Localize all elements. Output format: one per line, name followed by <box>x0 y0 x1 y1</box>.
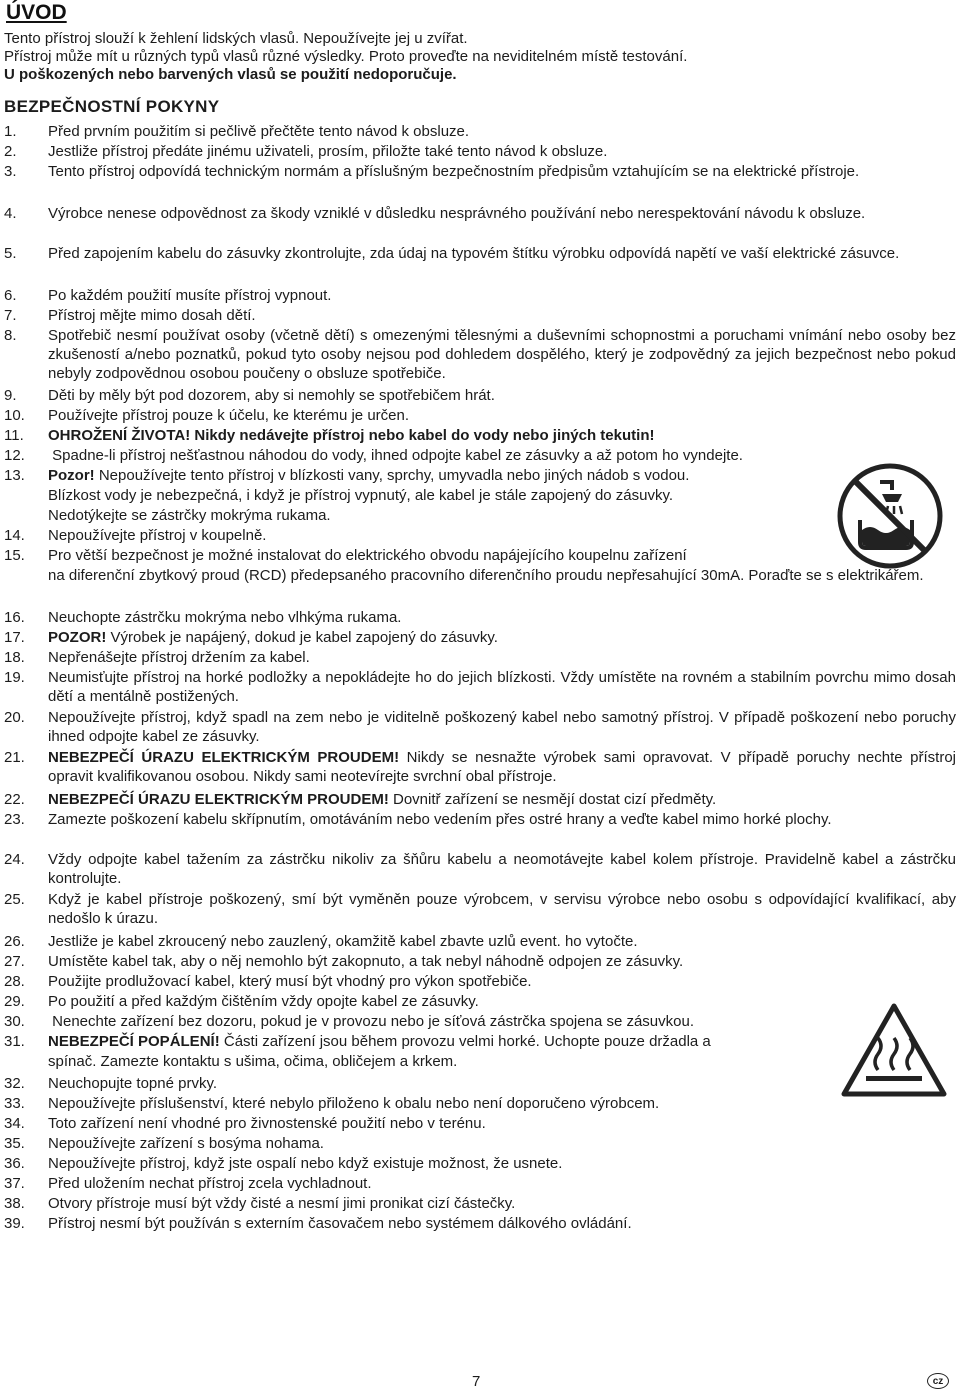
item-text-rest: Části zařízení jsou během provozu velmi horké. Uchopte pouze držadla a <box>219 1033 711 1050</box>
item-text: Po použití a před každým čištěním vždy opojte kabel ze zásuvky. <box>48 993 479 1010</box>
item-number: 1. <box>4 123 17 140</box>
item-text: Po každém použití musíte přístroj vypnout. <box>48 287 332 304</box>
item-number: 31. <box>4 1033 25 1050</box>
item-text: Tento přístroj odpovídá technickým normám a příslušným bezpečnostním předpisům vztahujícím se na elektrické přístroje. <box>48 163 860 180</box>
item-text: Pro větší bezpečnost je možné instalovat do elektrického obvodu napájejícího koupelnu zařízení <box>48 547 687 564</box>
item-number: 35. <box>4 1135 25 1152</box>
warning-label: Pozor! <box>48 467 95 484</box>
item-text-rest: Dovnitř zařízení se nesmějí dostat cizí předměty. <box>388 791 717 808</box>
item-text-line: spínač. Zamezte kontaktu s ušima, očima, obličejem a krkem. <box>48 1053 458 1070</box>
section-title: BEZPEČNOSTNÍ POKYNY <box>4 97 220 116</box>
item-text: Nepoužívejte příslušenství, které nebylo přiloženo k obalu nebo není doporučeno výrobcem. <box>48 1095 660 1112</box>
item-number: 29. <box>4 993 25 1010</box>
item-text: Nenechte zařízení bez dozoru, pokud je v provozu nebo je síťová zástrčka spojena se zásuvkou. <box>48 1013 694 1030</box>
item-number: 27. <box>4 953 25 970</box>
item-text-line: Blízkost vody je nebezpečná, i když je přístroj vypnutý, ale kabel je stále zapojený do zásuvky. <box>48 487 674 504</box>
item-number: 26. <box>4 933 25 950</box>
item-number: 4. <box>4 205 17 222</box>
item-number: 37. <box>4 1175 25 1192</box>
item-number: 36. <box>4 1155 25 1172</box>
item-text-rest: Výrobek je napájený, dokud je kabel zapojený do zásuvky. <box>106 629 498 646</box>
item-text: Nepoužívejte přístroj, když jste ospalí nebo když existuje možnost, že usnete. <box>48 1155 563 1172</box>
item-number: 2. <box>4 143 17 160</box>
item-text <box>48 1032 711 1051</box>
item-number: 28. <box>4 973 25 990</box>
item-number: 23. <box>4 811 25 828</box>
page-number: 7 <box>472 1373 481 1390</box>
item-number: 3. <box>4 163 17 180</box>
item-number: 8. <box>4 327 17 344</box>
item-text: Neuchopujte topné prvky. <box>48 1075 217 1092</box>
item-text: Jestliže přístroj předáte jinému uživateli, prosím, přiložte také tento návod k obsluze. <box>48 143 608 160</box>
item-number: 17. <box>4 629 25 646</box>
item-text: Neuchopte zástrčku mokrýma nebo vlhkýma rukama. <box>48 609 402 626</box>
item-number: 22. <box>4 791 25 808</box>
item-text-rest: Nikdy nedávejte přístroj nebo kabel do vody nebo jiných tekutin! <box>190 427 655 444</box>
item-text <box>48 426 654 445</box>
item-text-line: Nedotýkejte se zástrčky mokrýma rukama. <box>48 507 331 524</box>
item-number: 24. <box>4 851 25 868</box>
item-number: 7. <box>4 307 17 324</box>
item-text: Přístroj nesmí být používán s externím časovačem nebo systémem dálkového ovládání. <box>48 1215 632 1232</box>
item-text-rest: Nikdy se nesnažte výrobek sami opravovat. V případě poruchy nechte přístroj opravit kvalifikovanou osobou. Nikdy sami neotevírejte svrchní obal přístroje. <box>48 749 956 785</box>
warning-label: POZOR! <box>48 629 107 646</box>
item-text: Před zapojením kabelu do zásuvky zkontrolujte, zda údaj na typovém štítku výrobku odpovídá napětí ve vaší elektrické zásuvce. <box>48 245 900 262</box>
item-number: 25. <box>4 891 25 908</box>
warning-label: NEBEZPEČÍ POPÁLENÍ! <box>48 1033 220 1050</box>
item-text: Výrobce nenese odpovědnost za škody vzniklé v důsledku nesprávného používání nebo nerespektování návodu k obsluze. <box>48 205 866 222</box>
item-text: Umístěte kabel tak, aby o něj nemohlo být zakopnuto, a tak nebyl náhodně odpojen ze zásuvky. <box>48 953 684 970</box>
item-text: Používejte přístroj pouze k účelu, ke kterému je určen. <box>48 407 410 424</box>
item-text: Před prvním použitím si pečlivě přečtěte tento návod k obsluze. <box>48 123 470 140</box>
hot-surface-warning-icon <box>840 1002 948 1098</box>
warning-label: OHROŽENÍ ŽIVOTA! <box>48 427 191 444</box>
item-text: Nepoužívejte přístroj, když spadl na zem nebo je viditelně poškozený kabel nebo samotný přístroj. V případě poškození nebo poruchy ihned odpojte kabel ze zásuvky. <box>48 709 956 745</box>
item-text: Spadne-li přístroj nešťastnou náhodou do vody, ihned odpojte kabel ze zásuvky a až potom ho vyndejte. <box>48 447 743 464</box>
item-text: Jestliže je kabel zkroucený nebo zauzlený, okamžitě kabel zbavte uzlů event. ho vytočte. <box>48 933 638 950</box>
intro-line: U poškozených nebo barvených vlasů se použití nedoporučuje. <box>4 66 457 83</box>
item-number: 39. <box>4 1215 25 1232</box>
item-number: 15. <box>4 547 25 564</box>
item-text: Nepřenášejte přístroj držením za kabel. <box>48 649 310 666</box>
item-number: 19. <box>4 669 25 686</box>
item-text: Spotřebič nesmí používat osoby (včetně dětí) s omezenými tělesnými a duševními schopnostmi a poruchami vnímání nebo osoby bez zkušeností a/nebo poznatků, pokud tyto osoby nejsou pod dohledem dospělého, který je zodpovědný za jejich bezpečnost nebo pokud nebyly zodpovědnou osobou poučeny o obsluze spotřebiče. <box>48 327 956 382</box>
warning-label: NEBEZPEČÍ ÚRAZU ELEKTRICKÝM PROUDEM! <box>48 749 400 766</box>
item-number: 38. <box>4 1195 25 1212</box>
item-number: 33. <box>4 1095 25 1112</box>
item-text <box>48 628 498 647</box>
item-number: 14. <box>4 527 25 544</box>
item-text: Zamezte poškození kabelu skřípnutím, omotáváním nebo vedením přes ostré hrany a veďte kabel mimo horké plochy. <box>48 811 832 828</box>
item-number: 13. <box>4 467 25 484</box>
item-text: Nepoužívejte zařízení s bosýma nohama. <box>48 1135 324 1152</box>
item-number: 9. <box>4 387 17 404</box>
item-text: Přístroj mějte mimo dosah dětí. <box>48 307 256 324</box>
intro-text <box>4 30 954 84</box>
item-text <box>48 466 689 485</box>
item-number: 5. <box>4 245 17 262</box>
item-text: Když je kabel přístroje poškozený, smí být vyměněn pouze výrobcem, v servisu výrobce nebo osobu s odpovídající kvalifikací, aby nedošlo k úrazu. <box>48 891 956 927</box>
item-text: Děti by měly být pod dozorem, aby si nemohly se spotřebičem hrát. <box>48 387 495 404</box>
item-text: Toto zařízení není vhodné pro živnostenské použití nebo v terénu. <box>48 1115 486 1132</box>
item-text: Vždy odpojte kabel tažením za zástrčku nikoliv za šňůru kabelu a neomotávejte kabel kolem přístroje. Pravidelně kabel a zástrčku kontrolujte. <box>48 851 956 887</box>
item-text: Nepoužívejte přístroj v koupelně. <box>48 527 267 544</box>
page-heading: ÚVOD <box>6 1 67 24</box>
item-text: Otvory přístroje musí být vždy čisté a nesmí jimi pronikat cizí částečky. <box>48 1195 516 1212</box>
item-text-line: na diferenční zbytkový proud (RCD) předepsaného pracovního diferenčního proudu nepřesahující 30mA. Poraďte se s elektrikářem. <box>48 567 924 584</box>
item-text-rest: Nepoužívejte tento přístroj v blízkosti vany, sprchy, umyvadla nebo jiných nádob s vodou. <box>94 467 690 484</box>
item-number: 21. <box>4 749 25 766</box>
item-text: Neumisťujte přístroj na horké podložky a nepokládejte ho do jejich blízkosti. Vždy umístěte na rovném a stabilním povrchu mimo dosah dětí a mentálně postižených. <box>48 669 956 705</box>
warning-label: NEBEZPEČÍ ÚRAZU ELEKTRICKÝM PROUDEM! <box>48 791 389 808</box>
no-water-icon <box>834 460 946 572</box>
item-number: 10. <box>4 407 25 424</box>
language-badge: cz <box>927 1373 949 1389</box>
item-number: 20. <box>4 709 25 726</box>
item-number: 6. <box>4 287 17 304</box>
intro-line: Přístroj může mít u různých typů vlasů různé výsledky. Proto proveďte na neviditelném místě testování. <box>4 48 688 65</box>
item-text <box>48 790 716 809</box>
item-text <box>48 748 956 786</box>
item-number: 12. <box>4 447 25 464</box>
item-number: 11. <box>4 427 24 444</box>
item-number: 30. <box>4 1013 25 1030</box>
item-text: Před uložením nechat přístroj zcela vychladnout. <box>48 1175 372 1192</box>
intro-line: Tento přístroj slouží k žehlení lidských vlasů. Nepoužívejte jej u zvířat. <box>4 30 468 47</box>
item-number: 18. <box>4 649 25 666</box>
item-number: 32. <box>4 1075 25 1092</box>
item-number: 16. <box>4 609 25 626</box>
item-text: Použijte prodlužovací kabel, který musí být vhodný pro výkon spotřebiče. <box>48 973 532 990</box>
item-number: 34. <box>4 1115 25 1132</box>
